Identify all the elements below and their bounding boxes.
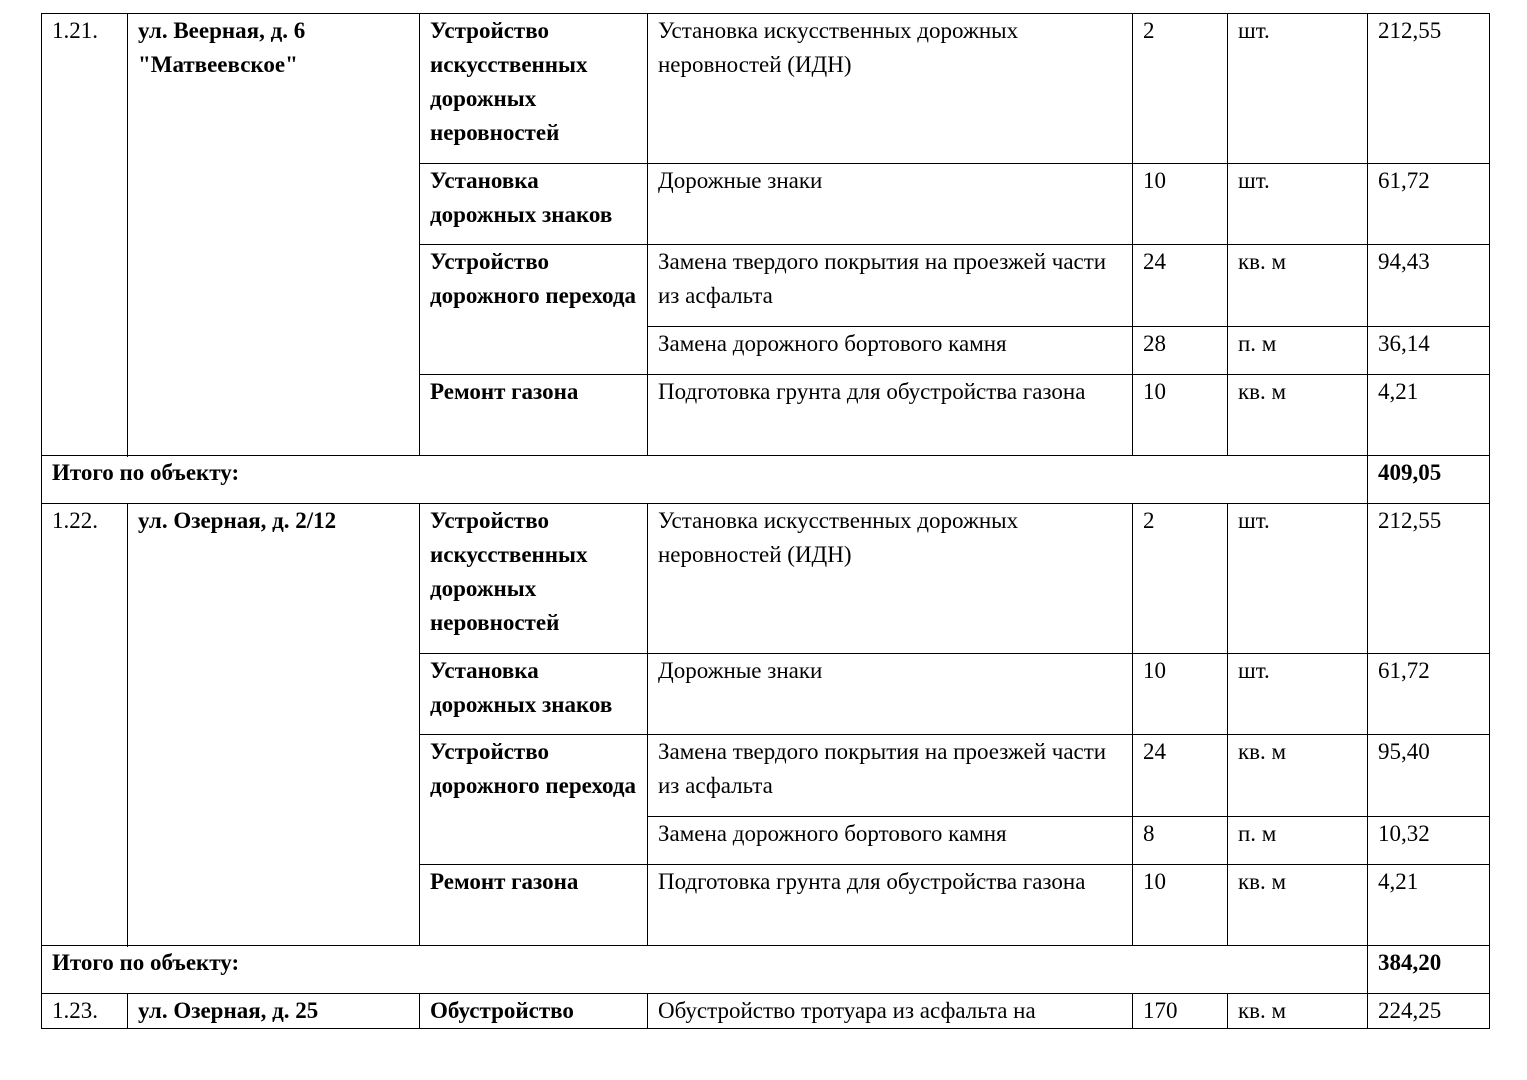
work-category: Устройство искусственных дорожных неровностей [420, 14, 648, 164]
object-number: 1.23. [42, 994, 128, 1029]
work-description: Обустройство тротуара из асфальта на [648, 994, 1133, 1029]
work-cost: 4,21 [1368, 375, 1490, 456]
work-description: Подготовка грунта для обустройства газона [648, 375, 1133, 456]
work-category: Устройство искусственных дорожных неровностей [420, 504, 648, 654]
work-description: Замена дорожного бортового камня [648, 817, 1133, 865]
work-quantity: 170 [1133, 994, 1228, 1029]
table-row [42, 14, 1490, 164]
work-category: Ремонт газона [420, 375, 648, 456]
table-row [42, 504, 1490, 654]
work-quantity: 2 [1133, 14, 1228, 164]
work-quantity: 10 [1133, 375, 1228, 456]
work-unit: кв. м [1228, 865, 1368, 946]
work-cost: 36,14 [1368, 327, 1490, 375]
table-row [42, 994, 1490, 1029]
work-category: Устройство дорожного перехода [420, 735, 648, 865]
work-category: Установка дорожных знаков [420, 164, 648, 245]
work-unit: кв. м [1228, 735, 1368, 817]
work-quantity: 10 [1133, 654, 1228, 735]
work-cost: 4,21 [1368, 865, 1490, 946]
work-unit: шт. [1228, 164, 1368, 245]
work-description: Замена дорожного бортового камня [648, 327, 1133, 375]
work-description: Установка искусственных дорожных неровностей (ИДН) [648, 14, 1133, 164]
work-unit: п. м [1228, 817, 1368, 865]
work-cost: 95,40 [1368, 735, 1490, 817]
works-table [41, 13, 1490, 1029]
total-row [42, 946, 1490, 994]
total-row [42, 456, 1490, 504]
object-number: 1.21. [42, 14, 128, 456]
object-address: ул. Веерная, д. 6 "Матвеевское" [128, 14, 420, 456]
work-cost: 61,72 [1368, 164, 1490, 245]
work-description: Замена твердого покрытия на проезжей части из асфальта [648, 735, 1133, 817]
work-unit: кв. м [1228, 994, 1368, 1029]
work-unit: шт. [1228, 504, 1368, 654]
work-category: Устройство дорожного перехода [420, 245, 648, 375]
object-address: ул. Озерная, д. 2/12 [128, 504, 420, 946]
work-description: Дорожные знаки [648, 654, 1133, 735]
work-unit: кв. м [1228, 245, 1368, 327]
work-category: Ремонт газона [420, 865, 648, 946]
work-quantity: 24 [1133, 735, 1228, 817]
work-cost: 61,72 [1368, 654, 1490, 735]
total-label: Итого по объекту: [42, 456, 1368, 504]
total-value: 409,05 [1368, 456, 1490, 504]
work-description: Установка искусственных дорожных неровностей (ИДН) [648, 504, 1133, 654]
work-quantity: 28 [1133, 327, 1228, 375]
total-value: 384,20 [1368, 946, 1490, 994]
work-cost: 224,25 [1368, 994, 1490, 1029]
work-cost: 10,32 [1368, 817, 1490, 865]
work-cost: 212,55 [1368, 14, 1490, 164]
work-unit: шт. [1228, 14, 1368, 164]
work-quantity: 2 [1133, 504, 1228, 654]
work-quantity: 8 [1133, 817, 1228, 865]
work-cost: 212,55 [1368, 504, 1490, 654]
work-quantity: 10 [1133, 865, 1228, 946]
object-address: ул. Озерная, д. 25 [128, 994, 420, 1029]
work-category: Установка дорожных знаков [420, 654, 648, 735]
work-quantity: 24 [1133, 245, 1228, 327]
work-category: Обустройство [420, 994, 648, 1029]
work-description: Дорожные знаки [648, 164, 1133, 245]
work-cost: 94,43 [1368, 245, 1490, 327]
work-description: Замена твердого покрытия на проезжей части из асфальта [648, 245, 1133, 327]
work-quantity: 10 [1133, 164, 1228, 245]
total-label: Итого по объекту: [42, 946, 1368, 994]
work-unit: кв. м [1228, 375, 1368, 456]
work-description: Подготовка грунта для обустройства газона [648, 865, 1133, 946]
work-unit: шт. [1228, 654, 1368, 735]
object-number: 1.22. [42, 504, 128, 946]
work-unit: п. м [1228, 327, 1368, 375]
